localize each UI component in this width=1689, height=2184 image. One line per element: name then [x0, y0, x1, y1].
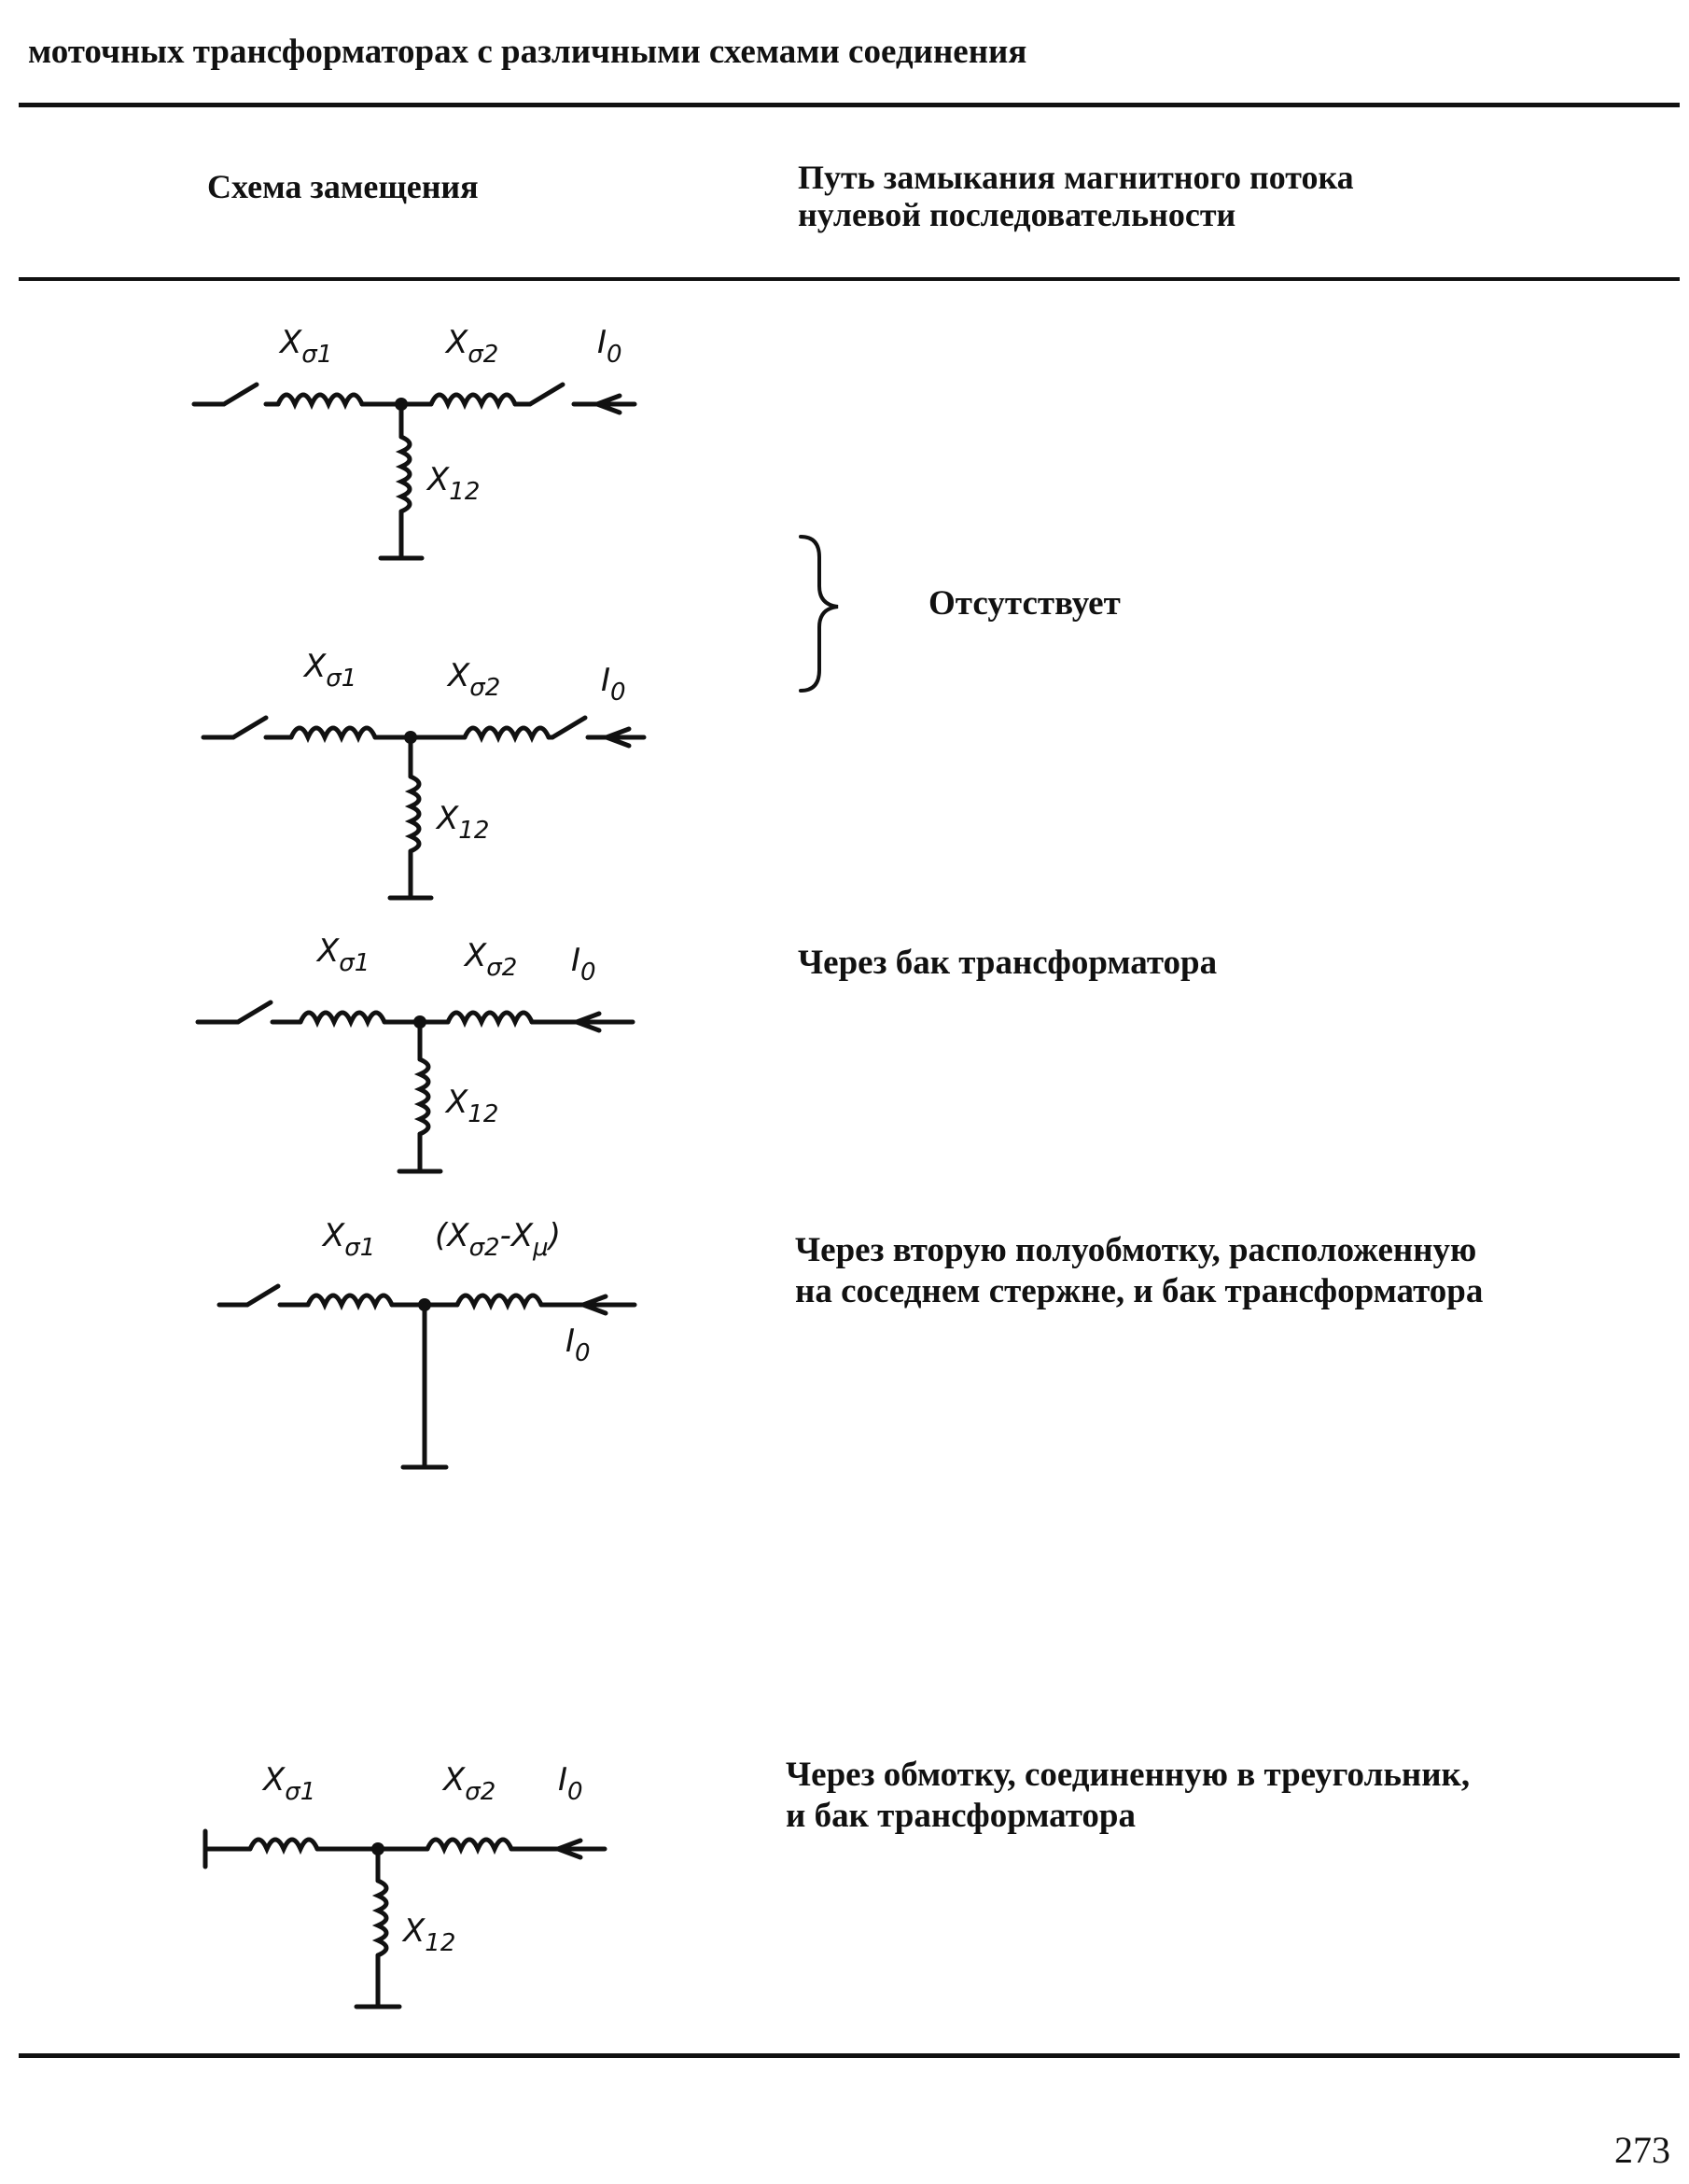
switch-right	[530, 385, 563, 404]
label-x12: $X_{12}$	[446, 1084, 499, 1128]
equivalent-circuit-5	[205, 1761, 605, 2007]
page-title: моточных трансформаторах с различными схемами соединения	[28, 33, 1027, 71]
row-description-1: Отсутствует	[928, 584, 1121, 623]
label-x-sigma1: $X_{\sigma 1}$	[263, 1761, 316, 1806]
label-x12: $X_{12}$	[403, 1912, 456, 1957]
label-x12: $X_{12}$	[427, 461, 481, 506]
label-x12: $X_{12}$	[437, 800, 490, 845]
label-i0: $I_0$	[571, 942, 596, 987]
inductor-x-s1	[308, 1295, 392, 1305]
inductor-x-s2	[448, 1013, 532, 1022]
inductor-x-s1	[300, 1013, 384, 1022]
label-x-sigma1: $X_{\sigma 1}$	[304, 648, 357, 693]
row-description-4-line-2: и бак трансформатора	[786, 1797, 1136, 1835]
label-x-sigma2: $X_{\sigma 2}$	[446, 324, 499, 369]
equivalent-circuit-3	[198, 932, 633, 1171]
equivalent-circuit-2	[203, 648, 644, 898]
label-i0: $I_0$	[558, 1761, 583, 1806]
label-x-sigma2: $X_{\sigma 2}$	[448, 657, 501, 702]
inductor-x-s2	[465, 728, 549, 737]
label-x-sigma1: $X_{\sigma 1}$	[280, 324, 333, 369]
inductor-x-s2	[427, 1840, 511, 1849]
bottom-rule	[19, 2053, 1680, 2058]
inductor-x-12	[420, 1059, 428, 1134]
inductor-x-s1	[278, 395, 362, 404]
switch-right	[552, 718, 585, 737]
label-x-sigma2-minus-x-mu: $(X_{\sigma 2}-X_\mu)$	[435, 1217, 561, 1262]
label-x-sigma1: $X_{\sigma 1}$	[323, 1217, 376, 1262]
label-x-sigma1: $X_{\sigma 1}$	[317, 932, 370, 977]
row-description-4	[786, 1755, 1470, 1837]
inductor-x-s1	[250, 1840, 317, 1849]
column-header-scheme: Схема замещения	[207, 168, 479, 205]
inductor-x-s2	[431, 395, 515, 404]
row-description-3	[795, 1230, 1483, 1312]
column-header-path-line-1: Путь замыкания магнитного потока	[798, 159, 1354, 196]
column-header-path-line-2: нулевой последовательности	[798, 196, 1236, 233]
switch-left	[224, 385, 257, 404]
inductor-x-s2-minus-xmu	[457, 1295, 541, 1305]
equivalent-circuit-4	[219, 1217, 635, 1467]
page-number: 273	[1614, 2129, 1670, 2171]
row-description-3-line-2: на соседнем стержне, и бак трансформатора	[795, 1272, 1484, 1310]
label-i0: $I_0$	[601, 662, 626, 707]
inductor-x-s1	[291, 728, 375, 737]
row-description-2: Через бак трансформатора	[798, 944, 1218, 982]
curly-brace	[801, 537, 838, 691]
inductor-x-12	[378, 1881, 386, 1955]
inductor-x-12	[401, 437, 410, 511]
row-description-4-line-1: Через обмотку, соединенную в треугольник,	[786, 1756, 1471, 1794]
label-i0: $I_0$	[565, 1323, 591, 1367]
row-description-3-line-1: Через вторую полуобмотку, расположенную	[795, 1231, 1477, 1269]
inductor-x-12	[411, 777, 419, 851]
label-i0: $I_0$	[597, 324, 622, 369]
label-x-sigma2: $X_{\sigma 2}$	[465, 937, 518, 982]
label-x-sigma2: $X_{\sigma 2}$	[443, 1761, 496, 1806]
